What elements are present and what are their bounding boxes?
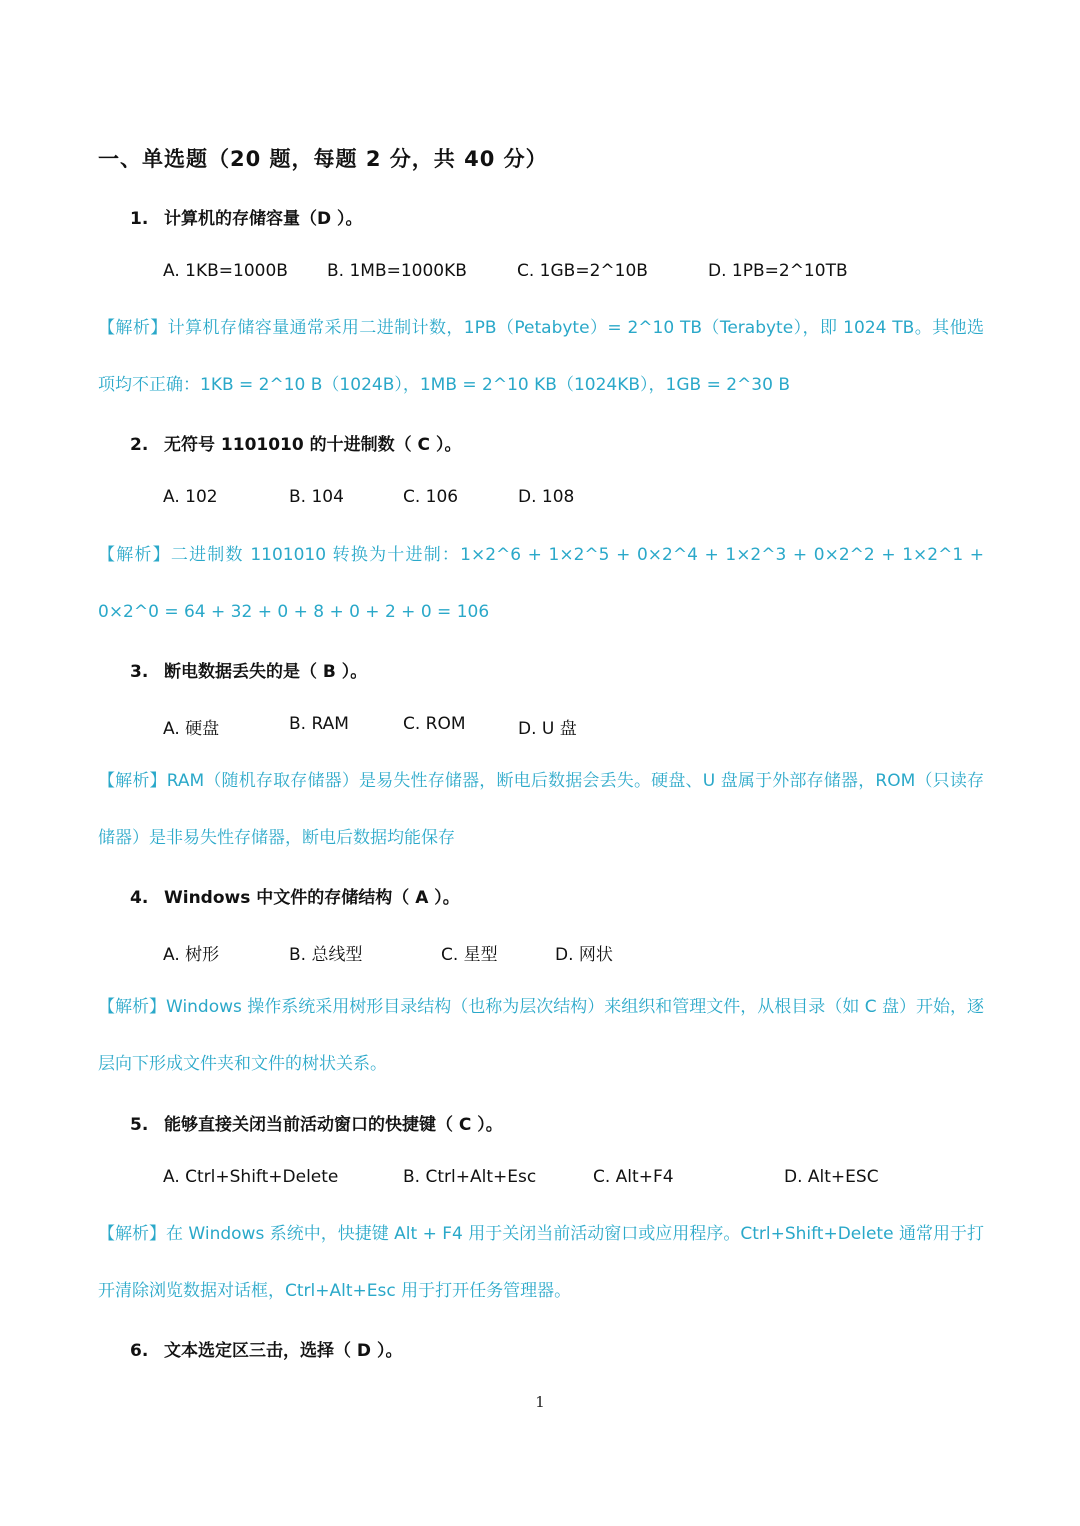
- question-stem: Windows 中文件的存储结构（ A ）。: [164, 888, 460, 908]
- explanation-3: 【解析】RAM（随机存取存储器）是易失性存储器，断电后数据会丢失。硬盘、U 盘属于外部存储器，ROM（只读存储器）是非易失性存储器，断电后数据均能保存: [98, 771, 984, 848]
- question-stem: 计算机的存储容量（D ）。: [164, 209, 363, 229]
- section-title: 一、单选题（20 题，每题 2 分，共 40 分）: [98, 147, 548, 171]
- explanation-5: 【解析】在 Windows 系统中，快捷键 Alt + F4 用于关闭当前活动窗口或应用程序。Ctrl+Shift+Delete 通常用于打开清除浏览数据对话框，Ctrl+Alt+Esc 用于打开任务管理器。: [98, 1224, 984, 1301]
- option-b: B. Ctrl+Alt+Esc: [403, 1167, 537, 1187]
- option-a: A. 硬盘: [163, 719, 220, 739]
- option-c: C. 星型: [441, 945, 498, 965]
- question-number: 4.: [130, 888, 149, 908]
- option-c: C. Alt+F4: [593, 1167, 674, 1187]
- question-4: [130, 883, 460, 908]
- option-b: B. 总线型: [289, 945, 363, 965]
- option-a: A. 102: [163, 487, 218, 507]
- explanation-4: 【解析】Windows 操作系统采用树形目录结构（也称为层次结构）来组织和管理文件，从根目录（如 C 盘）开始，逐层向下形成文件夹和文件的树状关系。: [98, 997, 984, 1074]
- option-b: B. 1MB=1000KB: [327, 261, 467, 281]
- option-a: A. 树形: [163, 945, 220, 965]
- option-c: C. ROM: [403, 714, 466, 734]
- option-d: D. Alt+ESC: [784, 1167, 879, 1187]
- question-number: 1.: [130, 209, 149, 229]
- question-stem: 文本选定区三击，选择（ D ）。: [164, 1341, 403, 1361]
- option-a: A. Ctrl+Shift+Delete: [163, 1167, 339, 1187]
- question-2: [130, 430, 461, 455]
- option-d: D. 1PB=2^10TB: [708, 261, 848, 281]
- option-a: A. 1KB=1000B: [163, 261, 288, 281]
- question-6: [130, 1336, 402, 1361]
- explanation-1: 【解析】计算机存储容量通常采用二进制计数，1PB（Petabyte）= 2^10 TB（Terabyte），即 1024 TB。其他选项均不正确：1KB = 2^10 B（1024B），1MB = 2^10 KB（1024KB），1GB = 2^30 B: [98, 318, 984, 395]
- option-d: D. 网状: [555, 945, 613, 965]
- question-stem: 能够直接关闭当前活动窗口的快捷键（ C ）。: [164, 1115, 503, 1135]
- question-number: 3.: [130, 662, 149, 682]
- question-number: 6.: [130, 1341, 149, 1361]
- option-b: B. RAM: [289, 714, 349, 734]
- page-number: 1: [535, 1393, 545, 1411]
- option-d: D. U 盘: [518, 719, 577, 739]
- option-d: D. 108: [518, 487, 575, 507]
- question-3: [130, 657, 367, 682]
- explanation-2: 【解析】二进制数 1101010 转换为十进制：1×2^6 + 1×2^5 + 0×2^4 + 1×2^3 + 0×2^2 + 1×2^1 + 0×2^0 = 64 + 32 + 0 + 8 + 0 + 2 + 0 = 106: [98, 545, 984, 622]
- question-stem: 断电数据丢失的是（ B ）。: [164, 662, 368, 682]
- question-5: [130, 1110, 503, 1135]
- option-c: C. 106: [403, 487, 459, 507]
- question-1: [130, 204, 363, 229]
- question-number: 2.: [130, 435, 149, 455]
- question-stem: 无符号 1101010 的十进制数（ C ）。: [164, 435, 462, 455]
- option-b: B. 104: [289, 487, 344, 507]
- question-number: 5.: [130, 1115, 149, 1135]
- option-c: C. 1GB=2^10B: [517, 261, 648, 281]
